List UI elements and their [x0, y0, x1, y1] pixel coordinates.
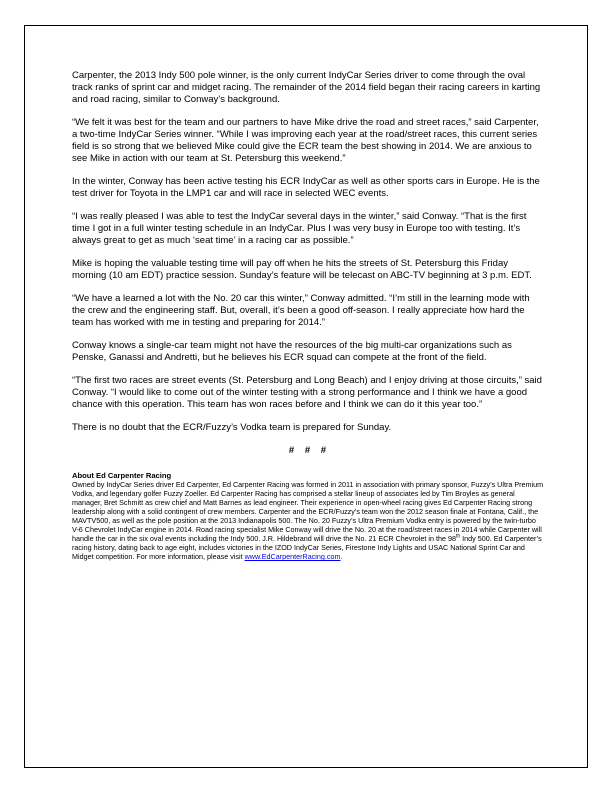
about-title: About Ed Carpenter Racing [72, 471, 172, 480]
paragraph-5: Mike is hoping the valuable testing time will pay off when he hits the streets of St. Petersburg this Friday morning (10 am EDT) practice session. Sunday’s feature will be telecast on ABC-TV beginning at 3 p.m. EDT. [72, 258, 532, 281]
paragraph-7: Conway knows a single-car team might not have the resources of the big multi-car organizations such as Penske, Ganassi and Andretti, but he believes his ECR squad can compete at the front of the field. [72, 340, 512, 363]
press-release-body [72, 70, 544, 561]
about-text-2: Indy 500. Ed Carpenter’s racing history, dating back to age eight, includes victories in the IZOD IndyCar Series, Firestone Indy Lights and USAC National Sprint Car and Midget competition. For more information, please visit [72, 534, 542, 561]
about-section [72, 471, 544, 561]
paragraph-3: In the winter, Conway has been active testing his ECR IndyCar as well as other sports cars in Europe. He is the test driver for Toyota in the LMP1 car and will race in selected WEC events. [72, 176, 540, 199]
paragraph-8: “The first two races are street events (St. Petersburg and Long Beach) and I enjoy driving at those circuits,” said Conway. “I would like to come out of the winter testing with a strong performance and I think we have a good chance with this operation. This team has won races before and I think we can do it this year too.” [72, 375, 542, 410]
about-text-end: . [340, 552, 343, 561]
about-body [72, 480, 544, 561]
ordinal-suffix: th [455, 533, 461, 540]
paragraph-2: “We felt it was best for the team and our partners to have Mike drive the road and street races,” said Carpenter, a two-time IndyCar Series winner. “While I was improving each year at the road/street races, this current series field is so strong that we believed Mike could give the ECR team the best showing in 2014. We are anxious to see Mike in action with our team at St. Petersburg this weekend.” [72, 117, 539, 164]
paragraph-9: There is no doubt that the ECR/Fuzzy’s Vodka team is prepared for Sunday. [72, 422, 392, 433]
paragraph-4: “I was really pleased I was able to test the IndyCar several days in the winter,” said Conway. “That is the first time I got in a full winter testing schedule in an IndyCar. Plus I was very busy in Europe too with testing. It’s always great to get as much ‘seat time’ in a racing car as possible.” [72, 211, 527, 246]
end-marker: # # # [288, 445, 328, 456]
about-text-1: Owned by IndyCar Series driver Ed Carpenter, Ed Carpenter Racing was formed in 2011 in association with primary sponsor, Fuzzy’s Ultra Premium Vodka, and legendary golfer Fuzzy Zoeller. Ed Carpenter Racing has comprised a stellar lineup of associates led by Tim Broyles as general manager, Bret Schmitt as crew chief and Matt Barnes as lead engineer. Their experience in open-wheel racing gives Ed Carpenter Racing strong leadership along with a solid contingent of crew members. Carpenter and the ECR/Fuzzy’s team won the 2012 season finale at Fontana, Calif., the MAVTV500, as well as the pole position at the 2013 Indianapolis 500. The No. 20 Fuzzy’s Ultra Premium Vodka entry is powered by the twin-turbo V-6 Chevrolet IndyCar engine in 2014. Road racing specialist Mike Conway will drive the No. 20 at the road/street races in 2014 while Carpenter will handle the car in the six oval events including the Indy 500. J.R. Hildebrand will drive the No. 21 ECR Chevrolet in the 98 [72, 480, 544, 543]
paragraph-6: “We have a learned a lot with the No. 20 car this winter,” Conway admitted. “I’m still in the learning mode with the crew and the engineering staff. But, overall, it’s been a good off-season. I really appreciate how hard the team has worked with me in testing and preparing for 2014.” [72, 293, 530, 328]
paragraph-1: Carpenter, the 2013 Indy 500 pole winner, is the only current IndyCar Series driver to come through the oval track ranks of sprint car and midget racing. The remainder of the 2014 field began their racing careers in karting and road racing, similar to Conway’s background. [72, 70, 541, 105]
website-link[interactable]: www.EdCarpenterRacing.com [244, 552, 341, 561]
